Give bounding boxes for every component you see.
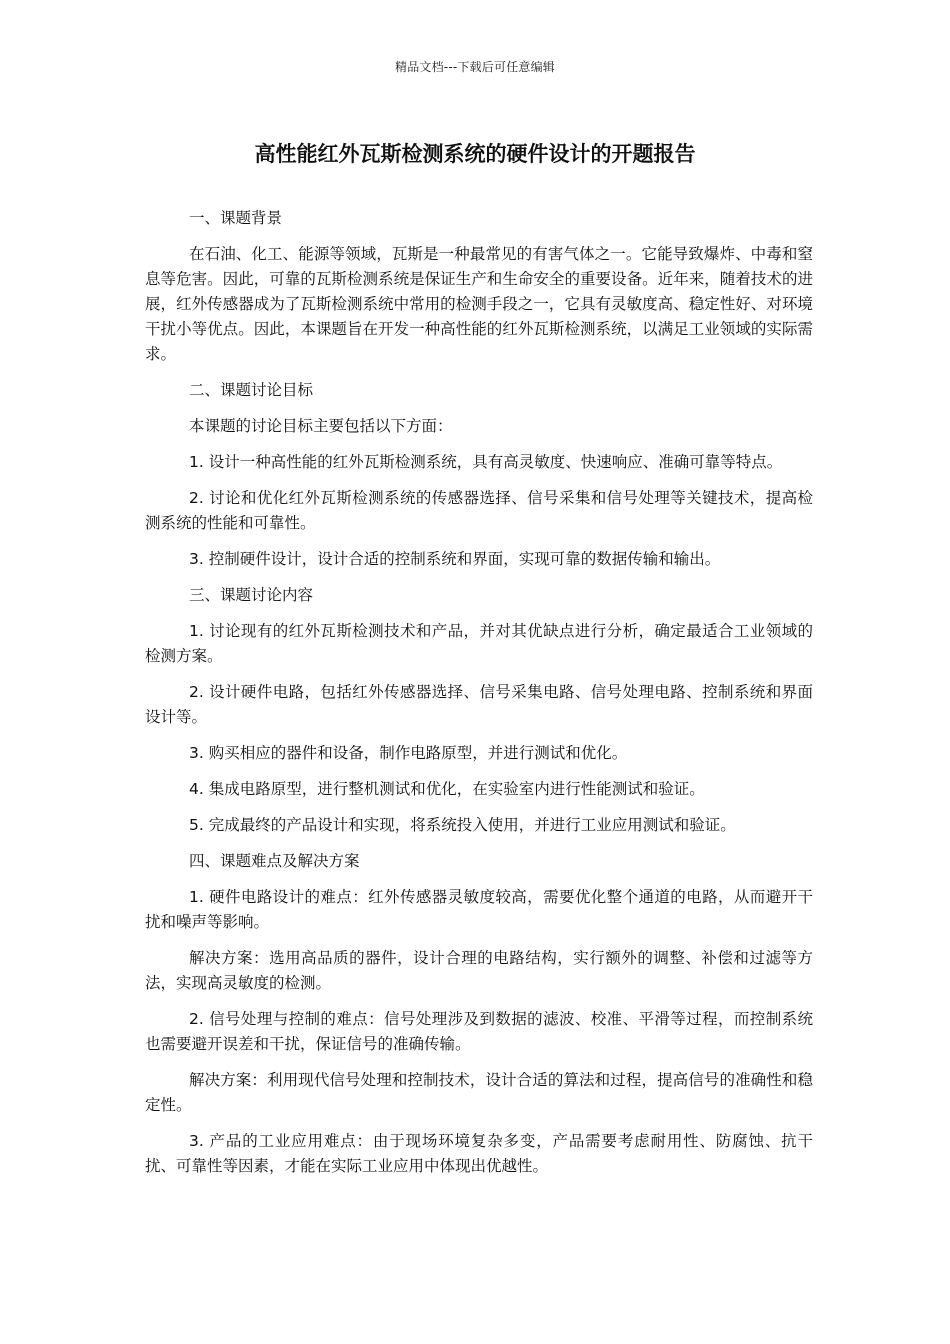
section-heading-goals: 二、课题讨论目标 bbox=[189, 381, 314, 399]
paragraph-solution-1: 解决方案：选用高品质的器件，设计合理的电路结构，实行额外的调整、补偿和过滤等方法，实现高灵敏度的检测。 bbox=[145, 949, 813, 992]
paragraph-background: 在石油、化工、能源等领域，瓦斯是一种最常见的有害气体之一。它能导致爆炸、中毒和窒息等危害。因此，可靠的瓦斯检测系统是保证生产和生命安全的重要设备。近年来，随着技术的进展，红外传感器成为了瓦斯检测系统中常用的检测手段之一，它具有灵敏度高、稳定性好、对环境干扰小等优点。因此，本课题旨在开发一种高性能的红外瓦斯检测系统，以满足工业领域的实际需求。 bbox=[145, 245, 813, 363]
list-item-goal-2: 2. 讨论和优化红外瓦斯检测系统的传感器选择、信号采集和信号处理等关键技术，提高检测系统的性能和可靠性。 bbox=[145, 489, 813, 532]
list-item-goal-3: 3. 控制硬件设计，设计合适的控制系统和界面，实现可靠的数据传输和输出。 bbox=[189, 550, 721, 568]
list-item-content-4: 4. 集成电路原型，进行整机测试和优化，在实验室内进行性能测试和验证。 bbox=[189, 780, 705, 798]
paragraph-goals-intro: 本课题的讨论目标主要包括以下方面： bbox=[189, 417, 453, 435]
section-heading-difficulties: 四、课题难点及解决方案 bbox=[189, 852, 360, 870]
header-note: 精品文档---下载后可任意编辑 bbox=[395, 60, 555, 74]
document-title: 高性能红外瓦斯检测系统的硬件设计的开题报告 bbox=[254, 142, 696, 166]
paragraph-solution-2: 解决方案：利用现代信号处理和控制技术，设计合适的算法和过程，提高信号的准确性和稳定性。 bbox=[145, 1071, 813, 1114]
section-heading-background: 一、课题背景 bbox=[189, 209, 283, 227]
section-heading-content: 三、课题讨论内容 bbox=[189, 586, 314, 604]
list-item-content-5: 5. 完成最终的产品设计和实现，将系统投入使用，并进行工业应用测试和验证。 bbox=[189, 816, 736, 834]
document-body bbox=[145, 206, 813, 1190]
list-item-difficulty-2: 2. 信号处理与控制的难点：信号处理涉及到数据的滤波、校准、平滑等过程，而控制系统也需要避开误差和干扰，保证信号的准确传输。 bbox=[145, 1010, 813, 1053]
list-item-content-2: 2. 设计硬件电路，包括红外传感器选择、信号采集电路、信号处理电路、控制系统和界面设计等。 bbox=[145, 683, 813, 726]
list-item-difficulty-1: 1. 硬件电路设计的难点：红外传感器灵敏度较高，需要优化整个通道的电路，从而避开干扰和噪声等影响。 bbox=[145, 888, 813, 931]
list-item-difficulty-3: 3. 产品的工业应用难点：由于现场环境复杂多变，产品需要考虑耐用性、防腐蚀、抗干扰、可靠性等因素，才能在实际工业应用中体现出优越性。 bbox=[145, 1132, 813, 1175]
list-item-content-3: 3. 购买相应的器件和设备，制作电路原型，并进行测试和优化。 bbox=[189, 744, 628, 762]
list-item-goal-1: 1. 设计一种高性能的红外瓦斯检测系统，具有高灵敏度、快速响应、准确可靠等特点。 bbox=[189, 453, 783, 471]
list-item-content-1: 1. 讨论现有的红外瓦斯检测技术和产品，并对其优缺点进行分析，确定最适合工业领域的检测方案。 bbox=[145, 622, 813, 665]
